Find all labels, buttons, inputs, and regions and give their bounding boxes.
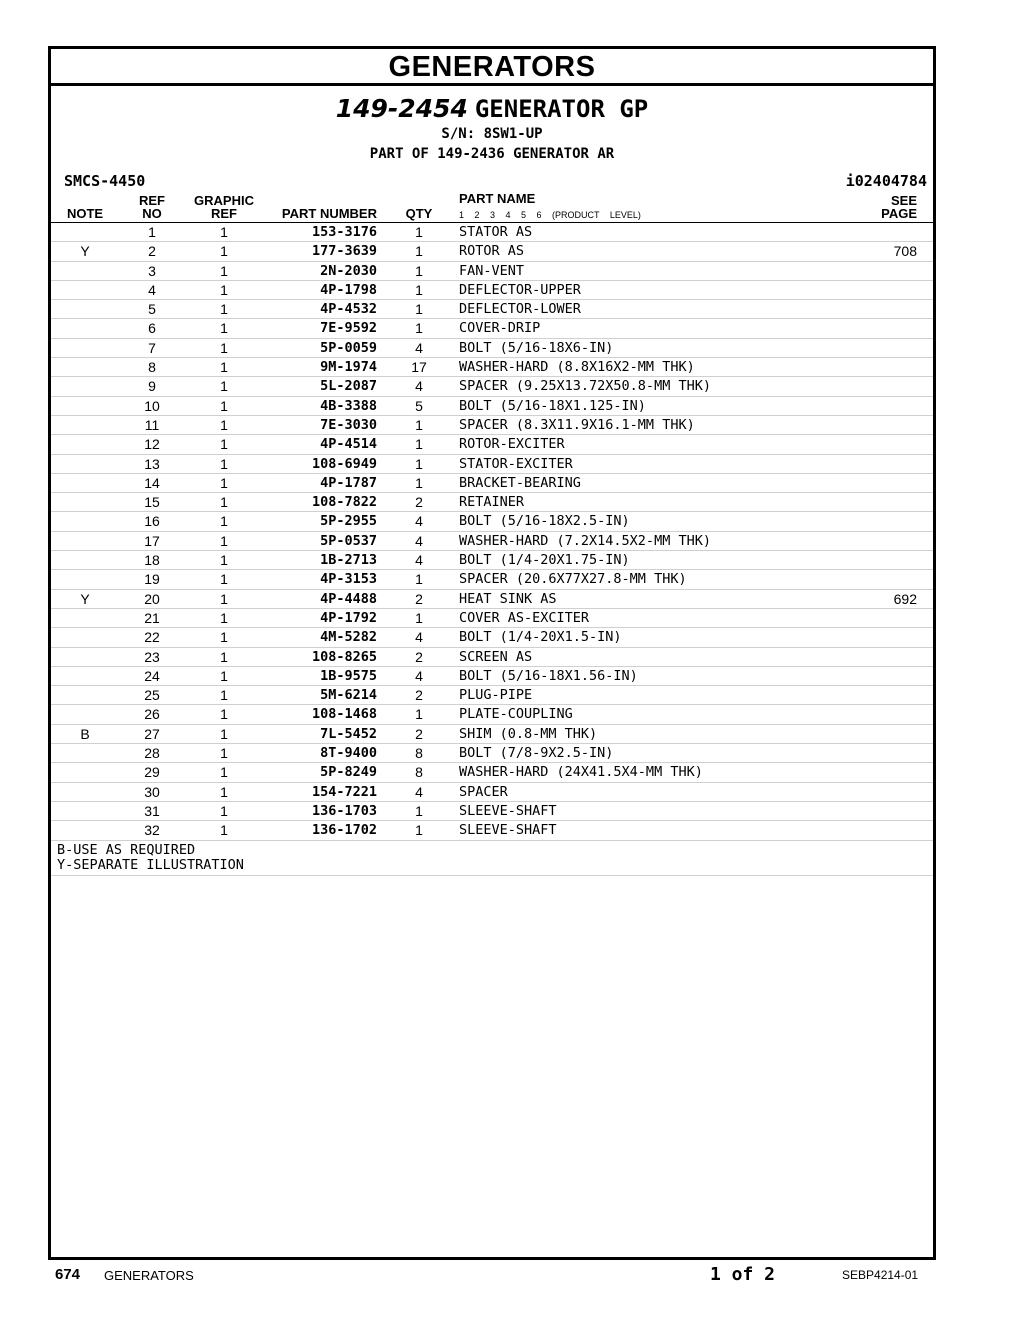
row-part-name: WASHER-HARD (7.2X14.5X2-MM THK) [459,532,711,549]
row-qty: 17 [411,359,427,376]
table-row [51,339,933,358]
table-row [51,725,933,744]
row-qty: 2 [415,590,423,607]
row-graphic-ref: 1 [220,455,228,472]
row-part-name: BRACKET-BEARING [459,474,581,491]
row-qty: 4 [415,783,423,800]
row-graphic-ref: 1 [220,745,228,762]
row-ref-no: 26 [144,706,160,723]
table-header [51,192,933,223]
row-graphic-ref: 1 [220,224,228,240]
row-qty: 1 [415,455,423,472]
row-qty: 1 [415,802,423,819]
row-ref-no: 17 [144,532,160,549]
row-ref-no: 7 [148,339,156,356]
row-ref-no: 23 [144,648,160,665]
row-ref-no: 25 [144,687,160,704]
row-qty: 2 [415,648,423,665]
row-qty: 2 [415,687,423,704]
table-row [51,397,933,416]
table-row [51,570,933,589]
row-qty: 2 [415,725,423,742]
group-name: GENERATOR GP [474,95,649,123]
row-graphic-ref: 1 [220,783,228,800]
row-qty: 8 [415,764,423,781]
row-ref-no: 5 [148,301,156,318]
row-part-name: SLEEVE-SHAFT [459,822,557,839]
row-part-number: 7E-3030 [320,416,377,433]
row-part-number: 7E-9592 [320,320,377,337]
row-ref-no: 2 [148,243,156,260]
row-part-number: 4P-1798 [320,281,377,298]
row-part-number: 108-6949 [311,455,377,472]
row-ref-no: 6 [148,320,156,337]
row-part-number: 1B-9575 [320,667,377,684]
row-part-name: SCREEN AS [459,648,533,665]
row-graphic-ref: 1 [220,301,228,318]
row-part-number: 4M-5282 [320,629,377,646]
row-see-page: 708 [893,243,917,260]
row-graphic-ref: 1 [220,802,228,819]
row-part-name: ROTOR-EXCITER [459,436,565,453]
page-number: 674 [55,1266,81,1283]
header-qty: QTY [405,206,433,221]
row-ref-no: 11 [144,416,160,433]
illustration-id: i02404784 [845,172,927,190]
table-row [51,493,933,512]
table-row [51,686,933,705]
section-title: GENERATORS [51,49,933,86]
page-footer [0,1262,1020,1292]
header-gref-bottom: REF [211,206,237,221]
header-ref-bottom: NO [142,206,162,221]
row-part-name: BOLT (5/16-18X2.5-IN) [459,513,630,530]
table-row [51,474,933,493]
header-product-levels: 1 2 3 4 5 6 (PRODUCT LEVEL) [459,210,641,220]
row-qty: 1 [415,243,423,260]
row-part-number: 4P-4514 [320,436,377,453]
row-graphic-ref: 1 [220,339,228,356]
row-qty: 1 [415,571,423,588]
row-graphic-ref: 1 [220,609,228,626]
row-part-number: 1B-2713 [320,552,377,569]
row-qty: 1 [415,301,423,318]
row-qty: 1 [415,436,423,453]
row-part-number: 5P-2955 [320,513,377,530]
row-graphic-ref: 1 [220,822,228,839]
row-ref-no: 22 [144,629,160,646]
table-row [51,551,933,570]
row-ref-no: 13 [144,455,160,472]
row-qty: 1 [415,474,423,491]
row-graphic-ref: 1 [220,436,228,453]
row-qty: 5 [415,397,423,414]
row-ref-no: 1 [148,224,156,240]
header-see-top: SEE [890,193,917,208]
table-row [51,242,933,261]
row-qty: 1 [415,224,423,240]
row-part-name: WASHER-HARD (8.8X16X2-MM THK) [459,359,695,376]
row-part-name: FAN-VENT [459,262,525,279]
table-row [51,532,933,551]
row-part-name: SPACER [459,783,508,800]
smcs-code: SMCS-4450 [64,172,146,190]
row-ref-no: 28 [144,745,160,762]
row-part-number: 4B-3388 [320,397,377,414]
row-part-name: SPACER (8.3X11.9X16.1-MM THK) [459,416,695,433]
row-part-name: BOLT (1/4-20X1.75-IN) [459,552,630,569]
row-part-number: 177-3639 [311,243,377,260]
part-of: PART OF 149-2436 GENERATOR AR [369,146,615,162]
row-ref-no: 30 [144,783,160,800]
row-qty: 4 [415,378,423,395]
row-part-name: SLEEVE-SHAFT [459,802,557,819]
row-graphic-ref: 1 [220,532,228,549]
row-qty: 1 [415,262,423,279]
table-row [51,648,933,667]
row-ref-no: 16 [144,513,160,530]
row-part-number: 4P-3153 [320,571,377,588]
row-part-name: WASHER-HARD (24X41.5X4-MM THK) [459,764,703,781]
row-graphic-ref: 1 [220,262,228,279]
header-part-number: PART NUMBER [281,206,377,221]
row-part-number: 5P-8249 [320,764,377,781]
row-qty: 1 [415,706,423,723]
row-graphic-ref: 1 [220,378,228,395]
header-note: NOTE [66,206,104,221]
row-part-number: 108-1468 [311,706,377,723]
row-qty: 4 [415,629,423,646]
row-part-number: 4P-4488 [320,590,377,607]
table-row [51,358,933,377]
row-part-name: STATOR-EXCITER [459,455,573,472]
table-row [51,455,933,474]
serial-range: S/N: 8SW1-UP [441,126,543,142]
table-row [51,262,933,281]
row-part-name: RETAINER [459,494,525,511]
row-see-page: 692 [893,590,917,607]
row-note: Y [80,243,90,260]
row-ref-no: 19 [144,571,160,588]
row-ref-no: 15 [144,494,160,511]
table-row [51,705,933,724]
row-part-name: BOLT (5/16-18X1.56-IN) [459,667,638,684]
row-part-name: DEFLECTOR-LOWER [459,301,581,318]
row-graphic-ref: 1 [220,629,228,646]
row-graphic-ref: 1 [220,513,228,530]
header-ref-top: REF [139,193,165,208]
row-part-number: 5L-2087 [320,378,377,395]
row-graphic-ref: 1 [220,552,228,569]
row-part-number: 136-1702 [311,822,377,839]
row-part-name: HEAT SINK AS [459,590,557,607]
row-part-name: PLATE-COUPLING [459,706,573,723]
table-row [51,763,933,782]
row-graphic-ref: 1 [220,706,228,723]
group-number: 149-2454 [335,94,468,123]
row-part-number: 2N-2030 [320,262,377,279]
table-row [51,744,933,763]
row-qty: 4 [415,513,423,530]
page-of: 1 of 2 [710,1264,776,1285]
row-part-name: COVER AS-EXCITER [459,609,590,626]
table-row [51,281,933,300]
row-ref-no: 31 [144,802,160,819]
row-part-name: BOLT (1/4-20X1.5-IN) [459,629,622,646]
row-part-name: STATOR AS [459,224,533,240]
row-part-name: BOLT (7/8-9X2.5-IN) [459,745,614,762]
row-ref-no: 29 [144,764,160,781]
table-row [51,628,933,647]
note-y: Y-SEPARATE ILLUSTRATION [57,857,244,873]
header-see-bottom: PAGE [881,206,917,221]
row-ref-no: 18 [144,552,160,569]
row-qty: 1 [415,416,423,433]
row-graphic-ref: 1 [220,320,228,337]
group-title [51,94,933,124]
row-ref-no: 20 [144,590,160,607]
header-gref-top: GRAPHIC [194,193,254,208]
row-part-name: SPACER (20.6X77X27.8-MM THK) [459,571,687,588]
row-part-number: 154-7221 [311,783,377,800]
row-graphic-ref: 1 [220,281,228,298]
table-row [51,609,933,628]
row-graphic-ref: 1 [220,474,228,491]
table-row [51,300,933,319]
row-part-name: BOLT (5/16-18X1.125-IN) [459,397,646,414]
row-part-name: DEFLECTOR-UPPER [459,281,581,298]
row-ref-no: 8 [148,359,156,376]
row-graphic-ref: 1 [220,725,228,742]
row-part-name: BOLT (5/16-18X6-IN) [459,339,614,356]
row-qty: 8 [415,745,423,762]
table-row [51,319,933,338]
row-ref-no: 10 [144,397,160,414]
row-part-number: 9M-1974 [320,359,377,376]
table-row [51,783,933,802]
row-part-name: SHIM (0.8-MM THK) [459,725,598,742]
table-row [51,821,933,840]
row-part-number: 7L-5452 [320,725,377,742]
row-part-number: 4P-1792 [320,609,377,626]
row-qty: 1 [415,281,423,298]
row-graphic-ref: 1 [220,359,228,376]
table-row [51,435,933,454]
row-part-name: SPACER (9.25X13.72X50.8-MM THK) [459,378,711,395]
row-part-number: 8T-9400 [320,745,377,762]
row-part-number: 4P-4532 [320,301,377,318]
table-row [51,512,933,531]
row-part-name: COVER-DRIP [459,320,541,337]
row-part-name: ROTOR AS [459,243,525,260]
table-row [51,223,933,242]
row-graphic-ref: 1 [220,648,228,665]
row-qty: 4 [415,339,423,356]
row-graphic-ref: 1 [220,571,228,588]
row-graphic-ref: 1 [220,687,228,704]
table-row [51,667,933,686]
row-qty: 4 [415,552,423,569]
row-ref-no: 32 [144,822,160,839]
row-part-number: 108-8265 [311,648,377,665]
row-note: Y [80,590,90,607]
row-ref-no: 4 [148,281,156,298]
row-ref-no: 12 [144,436,160,453]
row-note: B [80,725,90,742]
row-graphic-ref: 1 [220,590,228,607]
row-qty: 4 [415,532,423,549]
row-ref-no: 27 [144,725,160,742]
table-row [51,590,933,609]
row-part-number: 136-1703 [311,802,377,819]
row-part-number: 5M-6214 [320,687,377,704]
parts-list [51,223,933,841]
row-ref-no: 21 [144,609,160,626]
row-part-number: 5P-0537 [320,532,377,549]
row-ref-no: 14 [144,474,160,491]
row-part-number: 108-7822 [311,494,377,511]
row-graphic-ref: 1 [220,764,228,781]
footer-section: GENERATORS [104,1268,194,1283]
row-ref-no: 9 [148,378,156,395]
row-part-number: 153-3176 [311,224,377,240]
row-qty: 2 [415,494,423,511]
document-id: SEBP4214-01 [842,1268,919,1282]
notes-block [51,841,933,876]
row-qty: 1 [415,822,423,839]
row-graphic-ref: 1 [220,397,228,414]
row-qty: 4 [415,667,423,684]
page-frame [48,46,936,1260]
row-qty: 1 [415,609,423,626]
header-part-name: PART NAME [459,191,536,206]
row-graphic-ref: 1 [220,667,228,684]
table-row [51,416,933,435]
table-row [51,802,933,821]
row-graphic-ref: 1 [220,243,228,260]
row-ref-no: 3 [148,262,156,279]
row-graphic-ref: 1 [220,494,228,511]
row-part-name: PLUG-PIPE [459,687,533,704]
smcs-row [51,170,933,192]
note-b: B-USE AS REQUIRED [57,841,196,858]
table-row [51,377,933,396]
row-part-number: 4P-1787 [320,474,377,491]
row-part-number: 5P-0059 [320,339,377,356]
row-ref-no: 24 [144,667,160,684]
row-qty: 1 [415,320,423,337]
row-graphic-ref: 1 [220,416,228,433]
